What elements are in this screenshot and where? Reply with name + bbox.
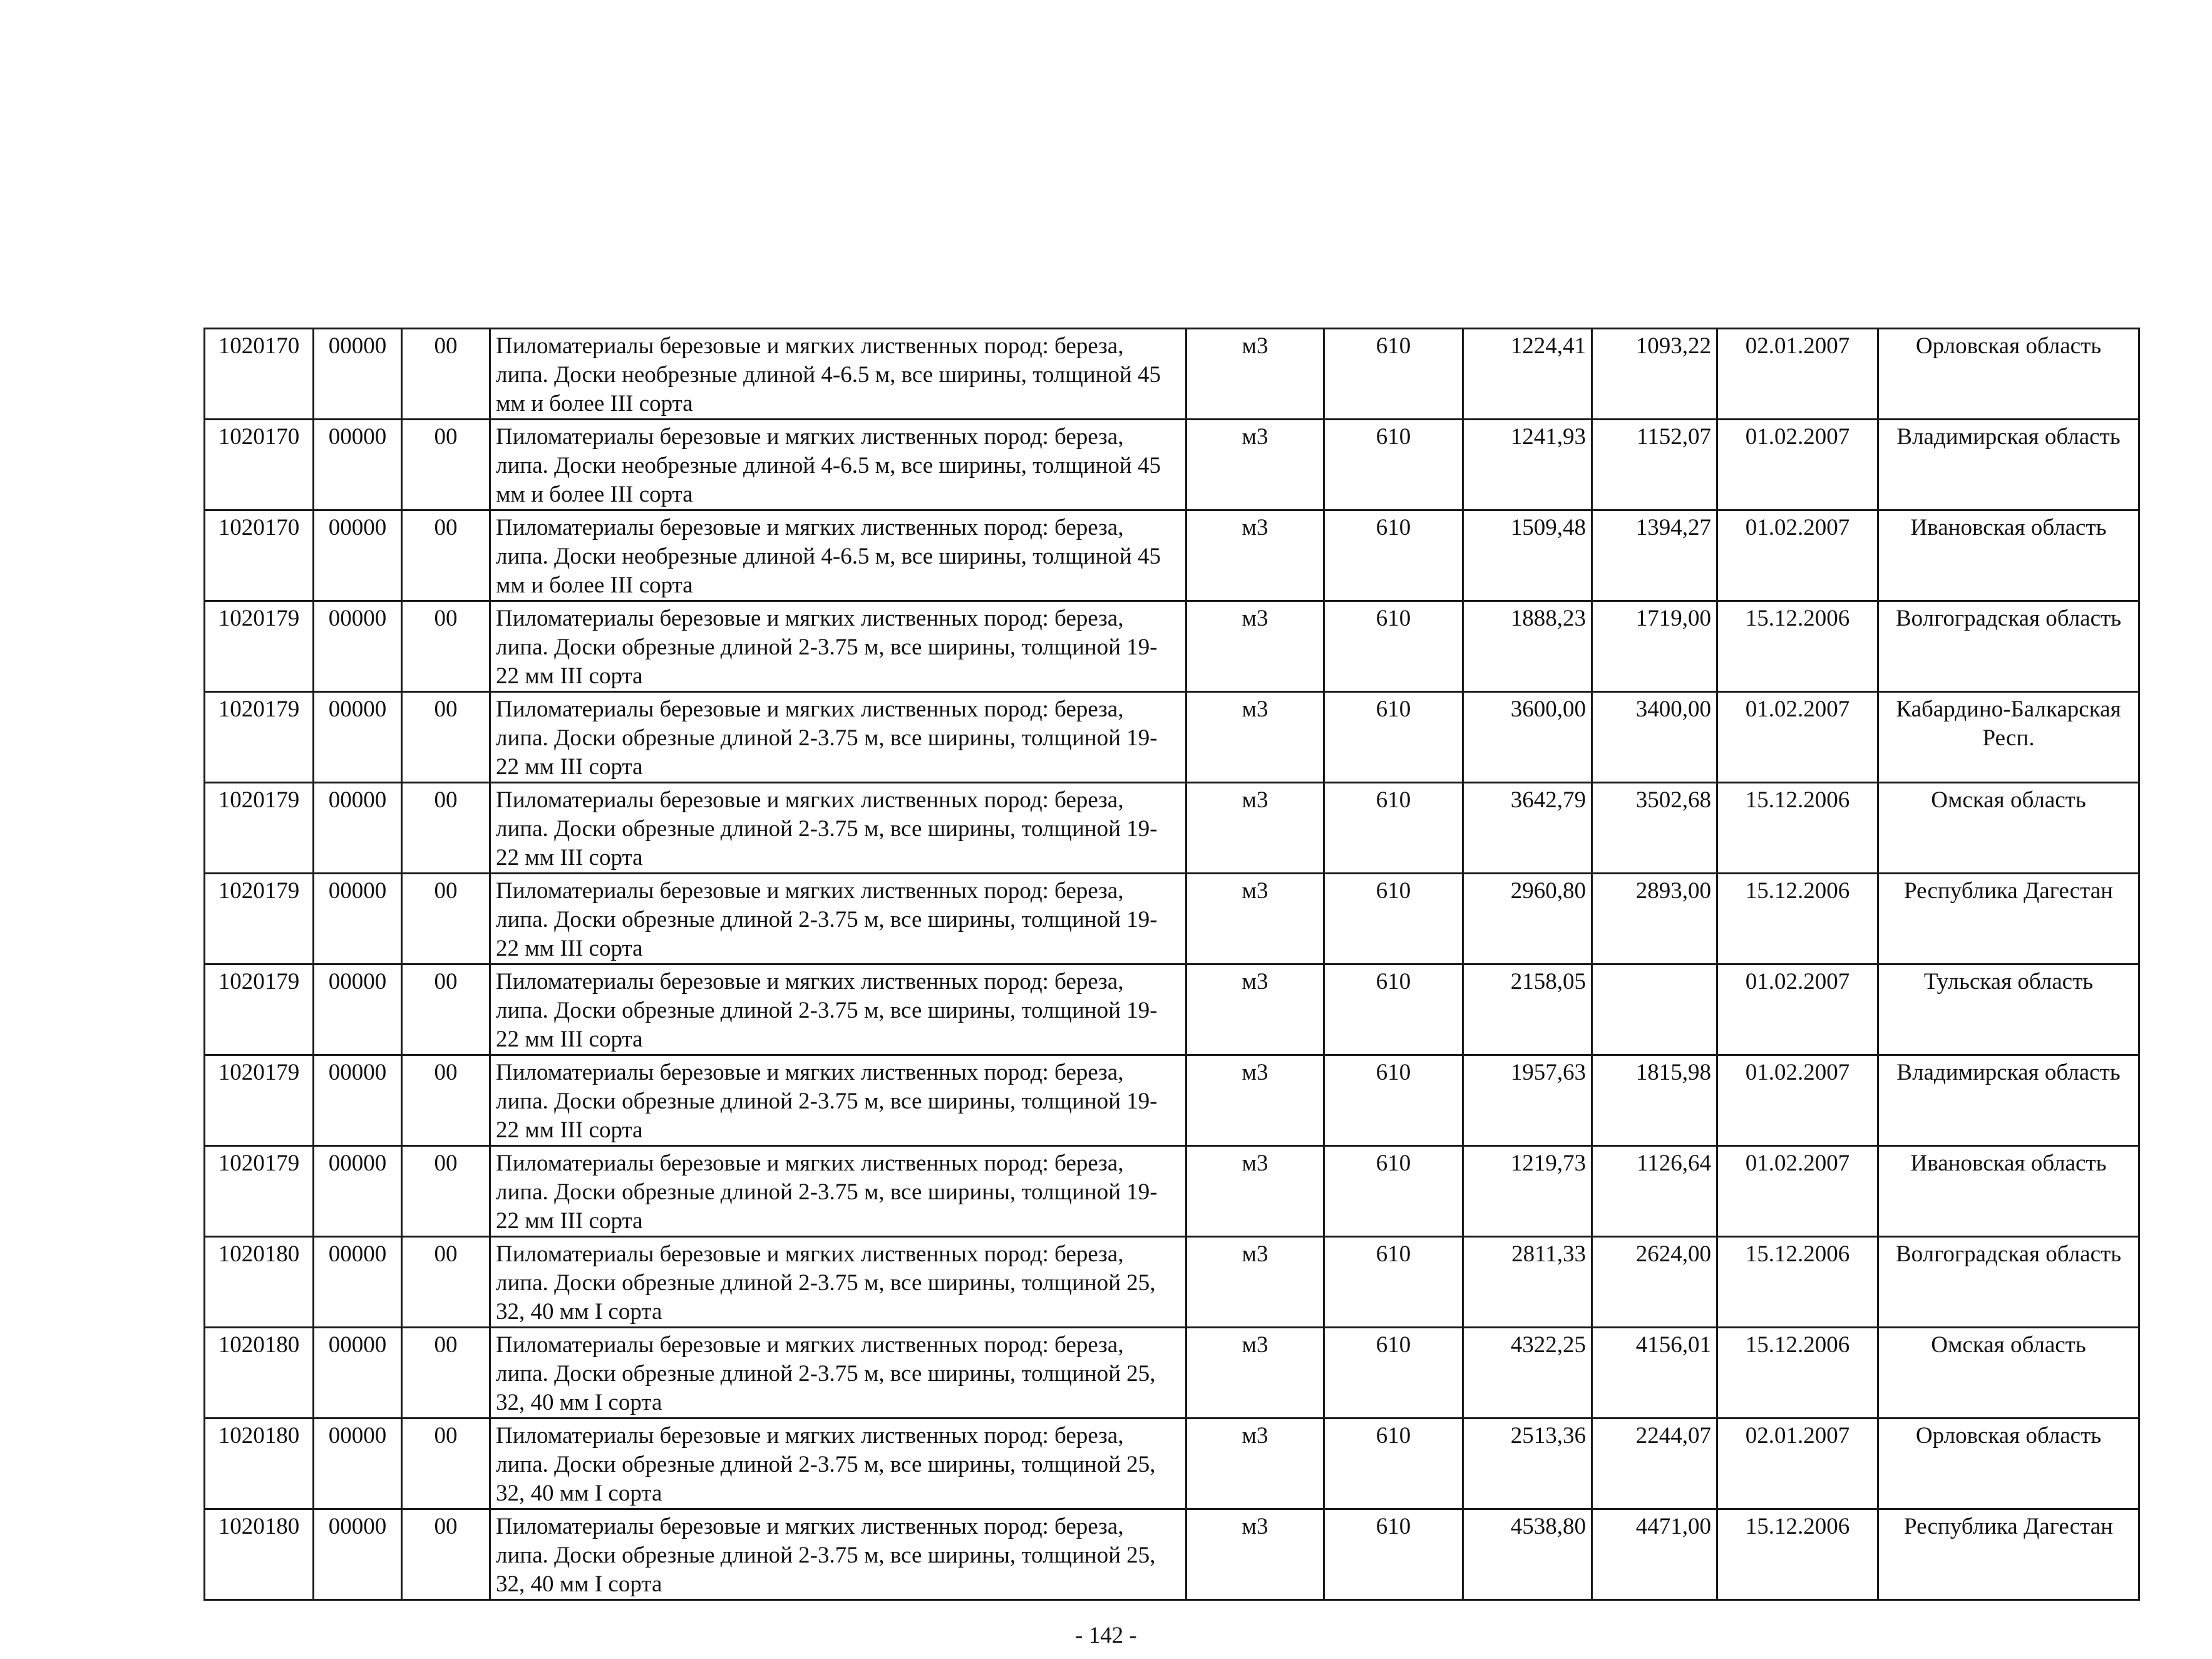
product-code-cell: 1020180 bbox=[205, 1419, 314, 1509]
unit-code-cell: 610 bbox=[1324, 1055, 1463, 1146]
date-cell: 01.02.2007 bbox=[1717, 1146, 1878, 1237]
product-code-cell: 1020179 bbox=[205, 692, 314, 783]
description-cell: Пиломатериалы березовые и мягких лиственных пород: береза, липа. Доски обрезные длиной 2-3.75 м, все ширины, толщиной 19-22 мм III сорта bbox=[490, 692, 1186, 783]
class-code-cell: 00 bbox=[402, 1328, 490, 1419]
description-cell: Пиломатериалы березовые и мягких лиственных пород: береза, липа. Доски обрезные длиной 2-3.75 м, все ширины, толщиной 19-22 мм III сорта bbox=[490, 783, 1186, 874]
product-code-cell: 1020179 bbox=[205, 874, 314, 964]
date-cell: 01.02.2007 bbox=[1717, 964, 1878, 1055]
unit-cell: м3 bbox=[1186, 1509, 1324, 1600]
table-row bbox=[205, 1328, 2139, 1419]
subcode-cell: 00000 bbox=[314, 601, 402, 692]
unit-code-cell: 610 bbox=[1324, 1146, 1463, 1237]
description-cell: Пиломатериалы березовые и мягких лиственных пород: береза, липа. Доски обрезные длиной 2-3.75 м, все ширины, толщиной 19-22 мм III сорта bbox=[490, 874, 1186, 964]
product-code-cell: 1020179 bbox=[205, 783, 314, 874]
price-2-cell: 3502,68 bbox=[1592, 783, 1717, 874]
description-cell: Пиломатериалы березовые и мягких лиственных пород: береза, липа. Доски необрезные длиной 4-6.5 м, все ширины, толщиной 45 мм и более III сорта bbox=[490, 510, 1186, 601]
region-cell: Владимирская область bbox=[1878, 1055, 2139, 1146]
price-1-cell: 2158,05 bbox=[1463, 964, 1592, 1055]
price-1-cell: 1219,73 bbox=[1463, 1146, 1592, 1237]
description-cell: Пиломатериалы березовые и мягких лиственных пород: береза, липа. Доски обрезные длиной 2-3.75 м, все ширины, толщиной 25, 32, 40 мм I сорта bbox=[490, 1509, 1186, 1600]
region-cell: Омская область bbox=[1878, 1328, 2139, 1419]
region-cell: Орловская область bbox=[1878, 329, 2139, 420]
unit-code-cell: 610 bbox=[1324, 329, 1463, 420]
region-cell: Ивановская область bbox=[1878, 510, 2139, 601]
price-2-cell: 1394,27 bbox=[1592, 510, 1717, 601]
unit-cell: м3 bbox=[1186, 420, 1324, 510]
price-1-cell: 1509,48 bbox=[1463, 510, 1592, 601]
description-cell: Пиломатериалы березовые и мягких лиственных пород: береза, липа. Доски обрезные длиной 2-3.75 м, все ширины, толщиной 25, 32, 40 мм I сорта bbox=[490, 1328, 1186, 1419]
table-row bbox=[205, 601, 2139, 692]
unit-cell: м3 bbox=[1186, 1419, 1324, 1509]
table-row bbox=[205, 1146, 2139, 1237]
class-code-cell: 00 bbox=[402, 329, 490, 420]
table-body bbox=[205, 329, 2139, 1600]
subcode-cell: 00000 bbox=[314, 783, 402, 874]
price-1-cell: 1224,41 bbox=[1463, 329, 1592, 420]
price-2-cell: 4156,01 bbox=[1592, 1328, 1717, 1419]
price-1-cell: 4538,80 bbox=[1463, 1509, 1592, 1600]
subcode-cell: 00000 bbox=[314, 1328, 402, 1419]
price-2-cell: 2624,00 bbox=[1592, 1237, 1717, 1328]
unit-code-cell: 610 bbox=[1324, 1509, 1463, 1600]
unit-code-cell: 610 bbox=[1324, 874, 1463, 964]
description-cell: Пиломатериалы березовые и мягких лиственных пород: береза, липа. Доски обрезные длиной 2-3.75 м, все ширины, толщиной 19-22 мм III сорта bbox=[490, 1146, 1186, 1237]
price-2-cell: 1719,00 bbox=[1592, 601, 1717, 692]
price-2-cell: 2893,00 bbox=[1592, 874, 1717, 964]
subcode-cell: 00000 bbox=[314, 1237, 402, 1328]
price-table bbox=[203, 328, 2140, 1601]
subcode-cell: 00000 bbox=[314, 1509, 402, 1600]
unit-code-cell: 610 bbox=[1324, 601, 1463, 692]
unit-cell: м3 bbox=[1186, 692, 1324, 783]
region-cell: Ивановская область bbox=[1878, 1146, 2139, 1237]
price-2-cell: 2244,07 bbox=[1592, 1419, 1717, 1509]
unit-cell: м3 bbox=[1186, 1237, 1324, 1328]
price-1-cell: 3642,79 bbox=[1463, 783, 1592, 874]
date-cell: 01.02.2007 bbox=[1717, 1055, 1878, 1146]
description-cell: Пиломатериалы березовые и мягких лиственных пород: береза, липа. Доски обрезные длиной 2-3.75 м, все ширины, толщиной 25, 32, 40 мм I сорта bbox=[490, 1419, 1186, 1509]
table-row bbox=[205, 329, 2139, 420]
unit-cell: м3 bbox=[1186, 783, 1324, 874]
table-row bbox=[205, 1419, 2139, 1509]
date-cell: 02.01.2007 bbox=[1717, 1419, 1878, 1509]
date-cell: 15.12.2006 bbox=[1717, 1328, 1878, 1419]
unit-cell: м3 bbox=[1186, 1146, 1324, 1237]
date-cell: 15.12.2006 bbox=[1717, 1509, 1878, 1600]
price-1-cell: 2513,36 bbox=[1463, 1419, 1592, 1509]
class-code-cell: 00 bbox=[402, 1419, 490, 1509]
table-row bbox=[205, 1055, 2139, 1146]
date-cell: 15.12.2006 bbox=[1717, 783, 1878, 874]
price-2-cell: 1093,22 bbox=[1592, 329, 1717, 420]
table-row bbox=[205, 783, 2139, 874]
region-cell: Владимирская область bbox=[1878, 420, 2139, 510]
table-row bbox=[205, 420, 2139, 510]
unit-code-cell: 610 bbox=[1324, 692, 1463, 783]
region-cell: Орловская область bbox=[1878, 1419, 2139, 1509]
unit-cell: м3 bbox=[1186, 874, 1324, 964]
table-row bbox=[205, 964, 2139, 1055]
page-number: - 142 - bbox=[1075, 1623, 1137, 1648]
table-row bbox=[205, 692, 2139, 783]
class-code-cell: 00 bbox=[402, 420, 490, 510]
class-code-cell: 00 bbox=[402, 1509, 490, 1600]
table-row bbox=[205, 1237, 2139, 1328]
unit-code-cell: 610 bbox=[1324, 1237, 1463, 1328]
unit-cell: м3 bbox=[1186, 964, 1324, 1055]
date-cell: 01.02.2007 bbox=[1717, 420, 1878, 510]
subcode-cell: 00000 bbox=[314, 1055, 402, 1146]
unit-code-cell: 610 bbox=[1324, 510, 1463, 601]
class-code-cell: 00 bbox=[402, 783, 490, 874]
price-1-cell: 2960,80 bbox=[1463, 874, 1592, 964]
region-cell: Республика Дагестан bbox=[1878, 874, 2139, 964]
product-code-cell: 1020170 bbox=[205, 329, 314, 420]
price-1-cell: 1888,23 bbox=[1463, 601, 1592, 692]
product-code-cell: 1020179 bbox=[205, 1055, 314, 1146]
unit-cell: м3 bbox=[1186, 510, 1324, 601]
product-code-cell: 1020170 bbox=[205, 510, 314, 601]
class-code-cell: 00 bbox=[402, 964, 490, 1055]
table-row bbox=[205, 1509, 2139, 1600]
class-code-cell: 00 bbox=[402, 692, 490, 783]
region-cell: Волгоградская область bbox=[1878, 601, 2139, 692]
product-code-cell: 1020180 bbox=[205, 1509, 314, 1600]
date-cell: 15.12.2006 bbox=[1717, 874, 1878, 964]
class-code-cell: 00 bbox=[402, 510, 490, 601]
unit-code-cell: 610 bbox=[1324, 1419, 1463, 1509]
description-cell: Пиломатериалы березовые и мягких лиственных пород: береза, липа. Доски необрезные длиной 4-6.5 м, все ширины, толщиной 45 мм и более III сорта bbox=[490, 420, 1186, 510]
date-cell: 01.02.2007 bbox=[1717, 692, 1878, 783]
description-cell: Пиломатериалы березовые и мягких лиственных пород: береза, липа. Доски обрезные длиной 2-3.75 м, все ширины, толщиной 19-22 мм III сорта bbox=[490, 601, 1186, 692]
product-code-cell: 1020179 bbox=[205, 1146, 314, 1237]
date-cell: 02.01.2007 bbox=[1717, 329, 1878, 420]
price-2-cell: 3400,00 bbox=[1592, 692, 1717, 783]
description-cell: Пиломатериалы березовые и мягких лиственных пород: береза, липа. Доски обрезные длиной 2-3.75 м, все ширины, толщиной 25, 32, 40 мм I сорта bbox=[490, 1237, 1186, 1328]
date-cell: 01.02.2007 bbox=[1717, 510, 1878, 601]
price-2-cell: 1152,07 bbox=[1592, 420, 1717, 510]
unit-cell: м3 bbox=[1186, 1055, 1324, 1146]
product-code-cell: 1020179 bbox=[205, 601, 314, 692]
class-code-cell: 00 bbox=[402, 601, 490, 692]
product-code-cell: 1020179 bbox=[205, 964, 314, 1055]
description-cell: Пиломатериалы березовые и мягких лиственных пород: береза, липа. Доски необрезные длиной 4-6.5 м, все ширины, толщиной 45 мм и более III сорта bbox=[490, 329, 1186, 420]
unit-cell: м3 bbox=[1186, 329, 1324, 420]
unit-cell: м3 bbox=[1186, 601, 1324, 692]
unit-code-cell: 610 bbox=[1324, 1328, 1463, 1419]
table-row bbox=[205, 510, 2139, 601]
region-cell: Республика Дагестан bbox=[1878, 1509, 2139, 1600]
subcode-cell: 00000 bbox=[314, 874, 402, 964]
price-2-cell: 1126,64 bbox=[1592, 1146, 1717, 1237]
subcode-cell: 00000 bbox=[314, 1146, 402, 1237]
region-cell: Тульская область bbox=[1878, 964, 2139, 1055]
subcode-cell: 00000 bbox=[314, 692, 402, 783]
product-code-cell: 1020180 bbox=[205, 1328, 314, 1419]
subcode-cell: 00000 bbox=[314, 964, 402, 1055]
price-1-cell: 2811,33 bbox=[1463, 1237, 1592, 1328]
date-cell: 15.12.2006 bbox=[1717, 601, 1878, 692]
table-row bbox=[205, 874, 2139, 964]
unit-code-cell: 610 bbox=[1324, 964, 1463, 1055]
date-cell: 15.12.2006 bbox=[1717, 1237, 1878, 1328]
price-1-cell: 4322,25 bbox=[1463, 1328, 1592, 1419]
description-cell: Пиломатериалы березовые и мягких лиственных пород: береза, липа. Доски обрезные длиной 2-3.75 м, все ширины, толщиной 19-22 мм III сорта bbox=[490, 1055, 1186, 1146]
description-cell: Пиломатериалы березовые и мягких лиственных пород: береза, липа. Доски обрезные длиной 2-3.75 м, все ширины, толщиной 19-22 мм III сорта bbox=[490, 964, 1186, 1055]
product-code-cell: 1020180 bbox=[205, 1237, 314, 1328]
unit-code-cell: 610 bbox=[1324, 783, 1463, 874]
unit-cell: м3 bbox=[1186, 1328, 1324, 1419]
price-1-cell: 1957,63 bbox=[1463, 1055, 1592, 1146]
region-cell: Кабардино-Балкарская Респ. bbox=[1878, 692, 2139, 783]
subcode-cell: 00000 bbox=[314, 329, 402, 420]
class-code-cell: 00 bbox=[402, 1055, 490, 1146]
class-code-cell: 00 bbox=[402, 1146, 490, 1237]
subcode-cell: 00000 bbox=[314, 1419, 402, 1509]
price-2-cell: 4471,00 bbox=[1592, 1509, 1717, 1600]
price-1-cell: 3600,00 bbox=[1463, 692, 1592, 783]
class-code-cell: 00 bbox=[402, 874, 490, 964]
subcode-cell: 00000 bbox=[314, 420, 402, 510]
subcode-cell: 00000 bbox=[314, 510, 402, 601]
region-cell: Омская область bbox=[1878, 783, 2139, 874]
class-code-cell: 00 bbox=[402, 1237, 490, 1328]
region-cell: Волгоградская область bbox=[1878, 1237, 2139, 1328]
price-2-cell bbox=[1592, 964, 1717, 1055]
price-1-cell: 1241,93 bbox=[1463, 420, 1592, 510]
unit-code-cell: 610 bbox=[1324, 420, 1463, 510]
price-2-cell: 1815,98 bbox=[1592, 1055, 1717, 1146]
product-code-cell: 1020170 bbox=[205, 420, 314, 510]
